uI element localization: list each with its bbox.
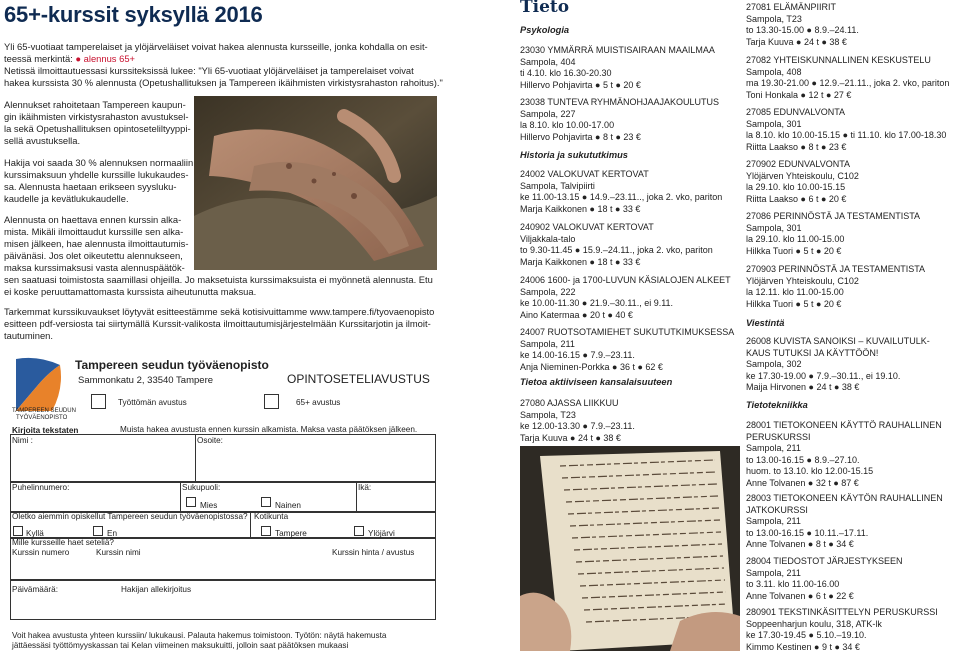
gender-label: Sukupuoli:	[182, 483, 221, 492]
course-title-cont: KAUS TUTUKSI JA KÄYTTÖÖN!	[746, 347, 879, 358]
course-time: ke 11.00-13.15 ● 14.9.–23.11.., joka 2. vko, pariton	[520, 192, 723, 203]
address-label: Osoite:	[197, 436, 223, 445]
unemployed-label: Työttömän avustus	[118, 398, 187, 407]
hands-photo	[194, 96, 437, 270]
form-title: OPINTOSETELIAVUSTUS	[287, 372, 430, 386]
name-address-box	[10, 434, 436, 482]
course-location: Sampola, 301	[746, 118, 802, 129]
course-location: Viljakkala-talo	[520, 233, 576, 244]
course-entry	[520, 275, 731, 321]
intro-line: hakea kurssista 30 % alennusta (Opetushallituksen ja Tampereen ikäihmisten virkistysrahaston rahoitus)."	[4, 77, 443, 88]
org-name: Tampereen seudun työväenopisto	[75, 358, 269, 372]
course-location: Sampola, 222	[520, 286, 576, 297]
senior-checkbox[interactable]	[264, 394, 279, 409]
phone-label: Puhelinnumero:	[12, 483, 70, 492]
course-title: 280901 TEKSTINKÄSITTELYN PERUSKURSSI	[746, 607, 938, 617]
intro-text: teessä merkintä:	[4, 53, 73, 64]
form-footer: Voit hakea avustusta yhteen kurssiin/ lukukausi. Palauta hakemus toimistoon. Työtön: näytä hakemusta	[12, 631, 387, 640]
title-rest: -kurssit syksyllä 2016	[40, 2, 263, 27]
course-time: to 3.11. klo 11.00-16.00	[746, 579, 840, 590]
course-teacher: Hilkka Tuori ● 5 t ● 20 €	[746, 245, 842, 256]
para-line: la sekä Opetushallituksen opintoseteliltyyppi-	[4, 123, 191, 134]
course-title: 27086 PERINNÖSTÄ JA TESTAMENTISTA	[746, 211, 921, 221]
course-title: 23038 TUNTEVA RYHMÄNOHJAAJAKOULUTUS	[520, 97, 720, 107]
course-location: Sampola, T23	[520, 409, 576, 420]
course-entry	[746, 493, 943, 551]
course-location: Sampola, Talvipiirti	[520, 180, 595, 191]
para-line: Tarkemmat kurssikuvaukset löytyvät esitteestämme sekä kotisivuittamme www.tampere.fi/tyovaenopisto	[4, 306, 435, 317]
title-main: 65+	[4, 2, 41, 27]
signature-label: Hakijan allekirjoitus	[121, 585, 192, 594]
category-heading: Viestintä	[746, 318, 785, 328]
para-line: gin ikäihmisten virkistysrahaston avustuksel-	[4, 111, 189, 122]
org-address: Sammonkatu 2, 33540 Tampere	[78, 375, 214, 386]
application-form	[0, 350, 460, 651]
date-label: Päivämäärä:	[12, 585, 58, 594]
para-line: misen jälkeen, hae alennusta ilmoittautumis-	[4, 238, 189, 249]
course-title: 28003 TIETOKONEEN KÄYTÖN RAUHALLINEN	[746, 493, 943, 503]
course-teacher: Anja Nieminen-Porkka ● 36 t ● 62 €	[520, 361, 663, 372]
apply-note: Muista hakea avustusta ennen kurssin alkamista. Maksa vasta päätöksen jälkeen.	[120, 425, 418, 434]
previous-question: Oletko aiemmin opiskellut Tampereen seudun työväenopistossa?	[12, 512, 248, 521]
para-line: ei koske peruuttamattomasta kurssista aiheutunutta maksua.	[4, 286, 257, 297]
course-title: 27080 AJASSA LIIKKUU	[520, 398, 619, 408]
age-label: Ikä:	[358, 483, 372, 492]
course-teacher: Aino Katermaa ● 20 t ● 40 €	[520, 309, 633, 320]
para-line: kaudelle ja kevätlukukaudelle.	[4, 193, 129, 204]
para-line: esitteen pdf-versiosta tai siirtymällä Kurssit-valikosta ilmoittautumisjärjestelmään Kurssitarjotin ja ilmoit-	[4, 318, 431, 329]
no-checkbox[interactable]	[93, 526, 103, 536]
course-entry	[520, 45, 715, 91]
form-footer: jättäessäsi työttömyyskassan tai Kelan viimeinen maksukuitti, jolloin saat päätöksen mukaasi	[12, 641, 349, 650]
handwritten-letter-photo	[520, 446, 740, 651]
course-entry	[520, 222, 713, 268]
course-time: la 29.10. klo 11.00-15.00	[746, 234, 845, 245]
female-label: Nainen	[275, 501, 301, 510]
para-line: sen saatuasi toimistosta saamillasi ohjeilla. Jo maksetuista kurssimaksuista ei myönnetä alennusta. Etu	[4, 274, 433, 285]
course-location: Sampola, 404	[520, 56, 576, 67]
course-title-cont: PERUSKURSSI	[746, 431, 811, 442]
course-time: to 13.30-15.00 ● 8.9.–24.11.	[746, 25, 859, 36]
page-title	[4, 2, 263, 28]
course-number-label: Kurssin numero	[12, 548, 70, 557]
course-location: Sampola, 211	[520, 338, 575, 349]
para-line: Hakija voi saada 30 % alennuksen normaaliin	[4, 157, 194, 168]
course-location: Sampola, 211	[746, 516, 801, 527]
course-title: 24007 RUOTSOTAMIEHET SUKUTUTKIMUKSESSA	[520, 327, 735, 337]
course-title-cont: JATKOKURSSI	[746, 504, 808, 515]
course-time: la 8.10. klo 10.00-15.15 ● ti 11.10. klo 17.00-18.30	[746, 130, 947, 141]
no-label: En	[107, 529, 118, 538]
course-teacher: Hilkka Tuori ● 5 t ● 20 €	[746, 298, 842, 309]
municipality-label: Kotikunta	[254, 512, 289, 521]
tampere-label: Tampere	[275, 529, 307, 538]
courses-question: Mille kursseille haet seteliä?	[12, 538, 114, 547]
course-teacher: Riitta Laakso ● 8 t ● 23 €	[746, 141, 847, 152]
course-name-label: Kurssin nimi	[96, 548, 141, 557]
category-heading: Tietotekniikka	[746, 400, 808, 410]
yes-checkbox[interactable]	[13, 526, 23, 536]
course-teacher: Riitta Laakso ● 6 t ● 20 €	[746, 193, 847, 204]
course-entry	[746, 420, 942, 490]
course-time: ke 14.00-16.15 ● 7.9.–23.11.	[520, 350, 635, 361]
category-heading: Tietoa aktiiviseen kansalaisuuteen	[520, 377, 673, 387]
course-teacher: Anne Tolvanen ● 6 t ● 22 €	[746, 590, 854, 601]
course-location: Sampola, T23	[746, 13, 802, 24]
course-title: 270903 PERINNÖSTÄ JA TESTAMENTISTA	[746, 264, 926, 274]
course-entry	[746, 336, 930, 394]
course-teacher: Maija Hirvonen ● 24 t ● 38 €	[746, 382, 860, 393]
para-line: kurssimaksuun yhdelle kurssille lukukaudes-	[4, 169, 189, 180]
course-location: Ylöjärven Yhteiskoulu, C102	[746, 275, 859, 286]
para-line: sa. Alennusta haetaan erikseen syysluku-	[4, 181, 177, 192]
course-teacher: Kimmo Kestinen ● 9 t ● 34 €	[746, 641, 860, 651]
course-time: ti 4.10. klo 16.30-20.30	[520, 68, 612, 79]
course-time: to 9.30-11.45 ● 15.9.–24.11., joka 2. vko, pariton	[520, 245, 713, 256]
course-title: 28004 TIEDOSTOT JÄRJESTYKSEEN	[746, 556, 903, 566]
course-time: la 8.10. klo 10.00-17.00	[520, 120, 615, 131]
course-title: 240902 VALOKUVAT KERTOVAT	[520, 222, 654, 232]
logo	[8, 355, 68, 415]
logo-text: TAMPEREEN SEUDUN	[12, 408, 76, 414]
intro-line: Netissä ilmoittautuessasi kurssiteksissä lukee: "Yli 65-vuotiaat ylöjärveläiset ja tamperelaiset voivat	[4, 65, 414, 76]
course-location: Soppeenharjun koulu, 318, ATK-lk	[746, 618, 882, 629]
course-title: 24006 1600- ja 1700-LUVUN KÄSIALOJEN ALKEET	[520, 275, 731, 285]
para-line: maksa kurssimaksusi vasta alennuspäätök-	[4, 262, 185, 273]
course-teacher: Marja Kaikkonen ● 18 t ● 33 €	[520, 203, 641, 214]
course-title: 28001 TIETOKONEEN KÄYTTÖ RAUHALLINEN	[746, 420, 942, 430]
course-teacher: Tarja Kuuva ● 24 t ● 38 €	[746, 36, 847, 47]
course-location: Sampola, 211	[746, 567, 801, 578]
para-line: sellä avustuksella.	[4, 135, 81, 146]
course-title: 27085 EDUNVALVONTA	[746, 107, 846, 117]
course-teacher: Hillervo Pohjavirta ● 5 t ● 20 €	[520, 79, 641, 90]
course-location: Sampola, 302	[746, 359, 802, 370]
course-teacher: Hillervo Pohjavirta ● 8 t ● 23 €	[520, 131, 641, 142]
course-entry	[520, 169, 722, 215]
course-teacher: Anne Tolvanen ● 32 t ● 87 €	[746, 477, 859, 488]
course-entry	[520, 97, 719, 143]
course-time: la 29.10. klo 10.00-15.15	[746, 182, 846, 193]
category-heading: Historia ja sukututkimus	[520, 150, 628, 160]
course-entry	[520, 327, 734, 373]
course-time: ma 19.30-21.00 ● 12.9.–21.11., joka 2. vko, pariton	[746, 78, 950, 89]
female-checkbox[interactable]	[261, 497, 271, 507]
course-entry	[746, 107, 946, 153]
course-location: Sampola, 227	[520, 108, 576, 119]
course-time: ke 10.00-11.30 ● 21.9.–30.11., ei 9.11.	[520, 298, 674, 309]
course-title: 24002 VALOKUVAT KERTOVAT	[520, 169, 649, 179]
course-teacher: Marja Kaikkonen ● 18 t ● 33 €	[520, 256, 641, 267]
yes-label: Kyllä	[26, 529, 44, 538]
course-title: 270902 EDUNVALVONTA	[746, 159, 851, 169]
course-entry	[746, 264, 925, 310]
male-label: Mies	[200, 501, 218, 510]
signature-row	[10, 580, 436, 620]
course-entry	[520, 398, 635, 444]
course-location: Sampola, 211	[746, 443, 801, 454]
course-entry	[746, 2, 859, 48]
course-teacher: Anne Tolvanen ● 8 t ● 34 €	[746, 539, 854, 550]
name-label: Nimi :	[12, 436, 33, 445]
course-entry	[746, 607, 938, 651]
para-line: Alennukset rahoitetaan Tampereen kaupun-	[4, 99, 186, 110]
course-entry	[746, 159, 859, 205]
ylojarvi-label: Ylöjärvi	[368, 529, 395, 538]
course-note: huom. to 13.10. klo 12.00-15.15	[746, 466, 874, 477]
course-location: Sampola, 408	[746, 66, 802, 77]
course-price-label: Kurssin hinta / avustus	[332, 548, 415, 557]
logo-text: TYÖVÄENOPISTO	[16, 415, 68, 421]
course-time: ke 17.30-19.00 ● 7.9.–30.11., ei 19.10.	[746, 370, 901, 381]
course-time: to 13.00-16.15 ● 10.11.–17.11.	[746, 527, 869, 538]
para-line: Alennusta on haettava ennen kurssin alka-	[4, 214, 182, 225]
para-line: tautuminen.	[4, 330, 53, 341]
ylojarvi-checkbox[interactable]	[354, 526, 364, 536]
course-entry	[746, 211, 920, 257]
block-letters-note: Kirjoita tekstaten	[12, 426, 79, 435]
course-title: 27081 ELÄMÄNPIIRIT	[746, 2, 837, 12]
course-title: 26008 KUVISTA SANOIKSI – KUVAILUTULK-	[746, 336, 930, 346]
section-heading: Tieto	[520, 0, 570, 17]
tampere-checkbox[interactable]	[261, 526, 271, 536]
para-line: mista. Mikäli ilmoittaudut kurssille sen alka-	[4, 226, 184, 237]
course-entry	[746, 556, 903, 602]
course-time: ke 12.00-13.30 ● 7.9.–23.11.	[520, 421, 635, 432]
senior-label: 65+ avustus	[296, 398, 341, 407]
course-location: Ylöjärven Yhteiskoulu, C102	[746, 170, 859, 181]
intro-line: Yli 65-vuotiaat tamperelaiset ja ylöjärveläiset voivat hakea alennusta kursseille, jonka kohdalla on esit-	[4, 41, 428, 52]
course-location: Sampola, 301	[746, 222, 802, 233]
course-teacher: Tarja Kuuva ● 24 t ● 38 €	[520, 432, 621, 443]
course-time: ke 17.30-19.45 ● 5.10.–19.10.	[746, 630, 867, 641]
unemployed-checkbox[interactable]	[91, 394, 106, 409]
phone-row	[10, 482, 436, 512]
course-title: 23030 YMMÄRRÄ MUISTISAIRAAN MAAILMAA	[520, 45, 715, 55]
course-teacher: Toni Honkala ● 12 t ● 27 €	[746, 89, 852, 100]
category-heading: Psykologia	[520, 25, 570, 35]
para-line: päivänäsi. Jos olet oikeutettu alennukseen,	[4, 250, 183, 261]
discount-mark: ● alennus 65+	[75, 53, 136, 64]
intro-line	[4, 53, 135, 65]
course-time: la 12.11. klo 11.00-15.00	[746, 287, 844, 298]
male-checkbox[interactable]	[186, 497, 196, 507]
course-title: 27082 YHTEISKUNNALLINEN KESKUSTELU	[746, 55, 931, 65]
course-time: to 13.00-16.15 ● 8.9.–27.10.	[746, 454, 860, 465]
course-entry	[746, 55, 949, 101]
